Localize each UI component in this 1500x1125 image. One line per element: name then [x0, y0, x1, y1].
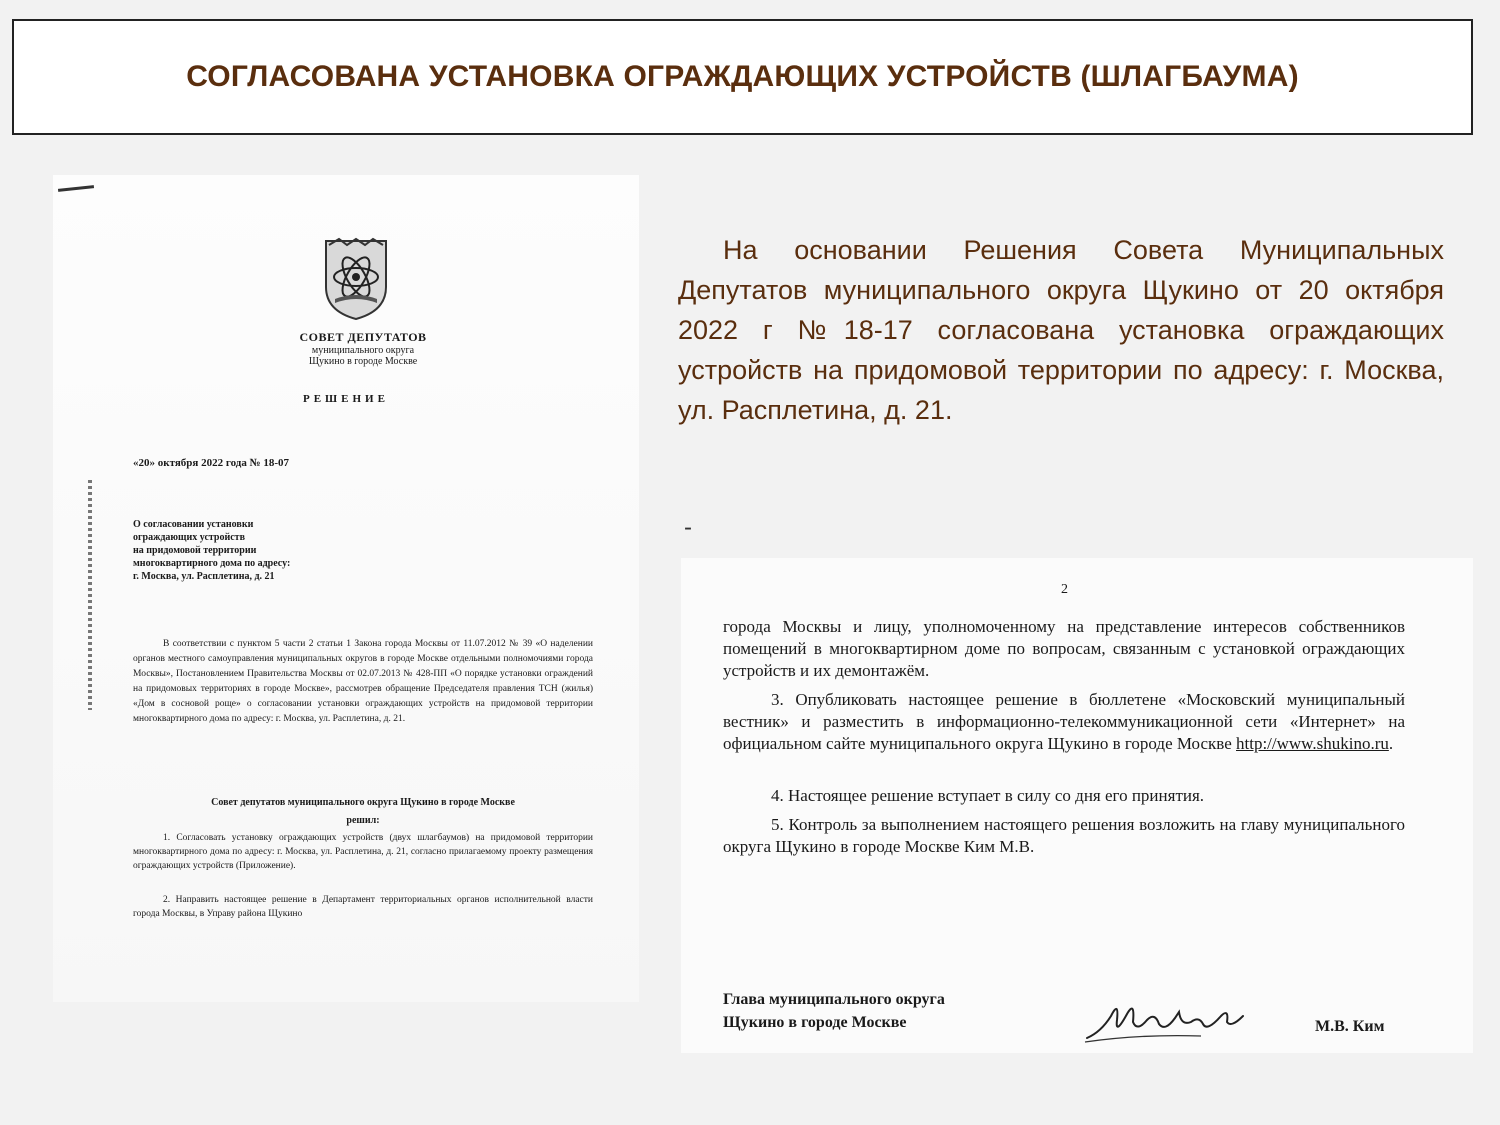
decision-summary: На основании Решения Совета Муниципальных Депутатов муниципального округа Щукино от 20 октября 2022 г №18-17 согласована установка ограждающих устройств на придомовой территории по адресу: г. Москва, ул. Расплетина, д. 21. — [678, 235, 1444, 425]
item-3-text: 3. Опубликовать настоящее решение в бюллетене «Московский муниципальный вестник» и разместить в информационно-телекоммуникационной сети «Интернет» на официальном сайте муниципального округа Щукино в городе Москве — [723, 690, 1405, 753]
signatory-name: М.В. Ким — [1315, 1018, 1385, 1035]
city-line: Щукино в городе Москве — [308, 356, 418, 367]
coat-of-arms-icon — [321, 237, 391, 321]
decision-item-2: 2. Направить настоящее решение в Департамент территориальных органов исполнительной власти города Москвы, в Управу района Щукино — [133, 895, 593, 919]
signatory-role-line: Глава муниципального округа — [723, 991, 945, 1008]
decision-preamble: В соответствии с пунктом 5 части 2 статьи 1 Закона города Москвы от 11.07.2012 № 39 «О наделении органов местного самоуправления муниципальных округов в городе Москве отдельными полномочиями города Москвы», Постановлением Правительства Москвы от 02.07.2013 № 428-ПП «О порядке установки ограждений на придомовых территориях в городе Москве», рассмотрев обращение Председателя правления ТСН (жилья) «Дом в сосновой роще» о согласовании установки ограждающих устройств на придомовой территории многоквартирного дома по адресу: г. Москва, ул. Расплетина, д. 21. — [133, 639, 593, 724]
signatory-role — [723, 988, 945, 1034]
decision-item-5: 5. Контроль за выполнением настоящего решения возложить на главу муниципального округа Щукино в городе Москве Ким М.В. — [723, 815, 1405, 856]
decision-item-1: 1. Согласовать установку ограждающих устройств (двух шлагбаумов) на придомовой территории многоквартирного дома по адресу: г. Москва, ул. Расплетина, д. 21, согласно прилагаемому проекту размещения ограждающих устройств (Приложение). — [133, 833, 593, 871]
council-name: СОВЕТ ДЕПУТАТОВ — [299, 330, 427, 344]
title-banner — [12, 19, 1473, 135]
document-type: РЕШЕНИЕ — [303, 393, 389, 405]
staple-marks — [88, 480, 92, 710]
subject-line: многоквартирного дома по адресу: — [133, 558, 291, 569]
council-decided-line: Совет депутатов муниципального округа Щукино в городе Москве — [211, 797, 515, 808]
scanned-decision-page-1 — [53, 175, 639, 1002]
decision-subject — [133, 518, 393, 583]
decision-continuation: города Москвы и лицу, уполномоченному на представление интересов собственников помещений в многоквартирном доме по вопросам, связанным с установкой ограждающих устройств и их демонтажём. — [723, 617, 1405, 680]
page-number: 2 — [1061, 582, 1068, 597]
decision-item-3: 3. Опубликовать настоящее решение в бюллетене «Московский муниципальный вестник» и разместить в информационно-телекоммуникационной сети «Интернет» на официальном сайте муниципального округа Щукино в городе Москве http://www.shukino.ru. — [723, 690, 1405, 753]
scan-mark — [58, 185, 94, 192]
decision-date-number: «20» октября 2022 года № 18-07 — [133, 457, 290, 469]
subject-line: г. Москва, ул. Расплетина, д. 21 — [133, 571, 275, 582]
handwritten-signature-icon — [1081, 986, 1261, 1048]
council-heading — [233, 330, 493, 367]
subject-line: на придомовой территории — [133, 545, 257, 556]
district-line: муниципального округа — [311, 345, 415, 356]
page-title: СОГЛАСОВАНА УСТАНОВКА ОГРАЖДАЮЩИХ УСТРОЙСТВ (ШЛАГБАУМА) — [186, 60, 1299, 93]
scanned-decision-page-2 — [681, 558, 1473, 1053]
website-link[interactable]: http://www.shukino.ru — [1236, 734, 1389, 753]
decision-item-4: 4. Настоящее решение вступает в силу со дня его принятия. — [771, 786, 1205, 805]
subject-line: ограждающих устройств — [133, 532, 245, 543]
signatory-role-line: Щукино в городе Москве — [723, 1014, 907, 1031]
resolved-label: решил: — [346, 815, 380, 826]
separator-dash: - — [684, 514, 692, 541]
subject-line: О согласовании установки — [133, 519, 254, 530]
